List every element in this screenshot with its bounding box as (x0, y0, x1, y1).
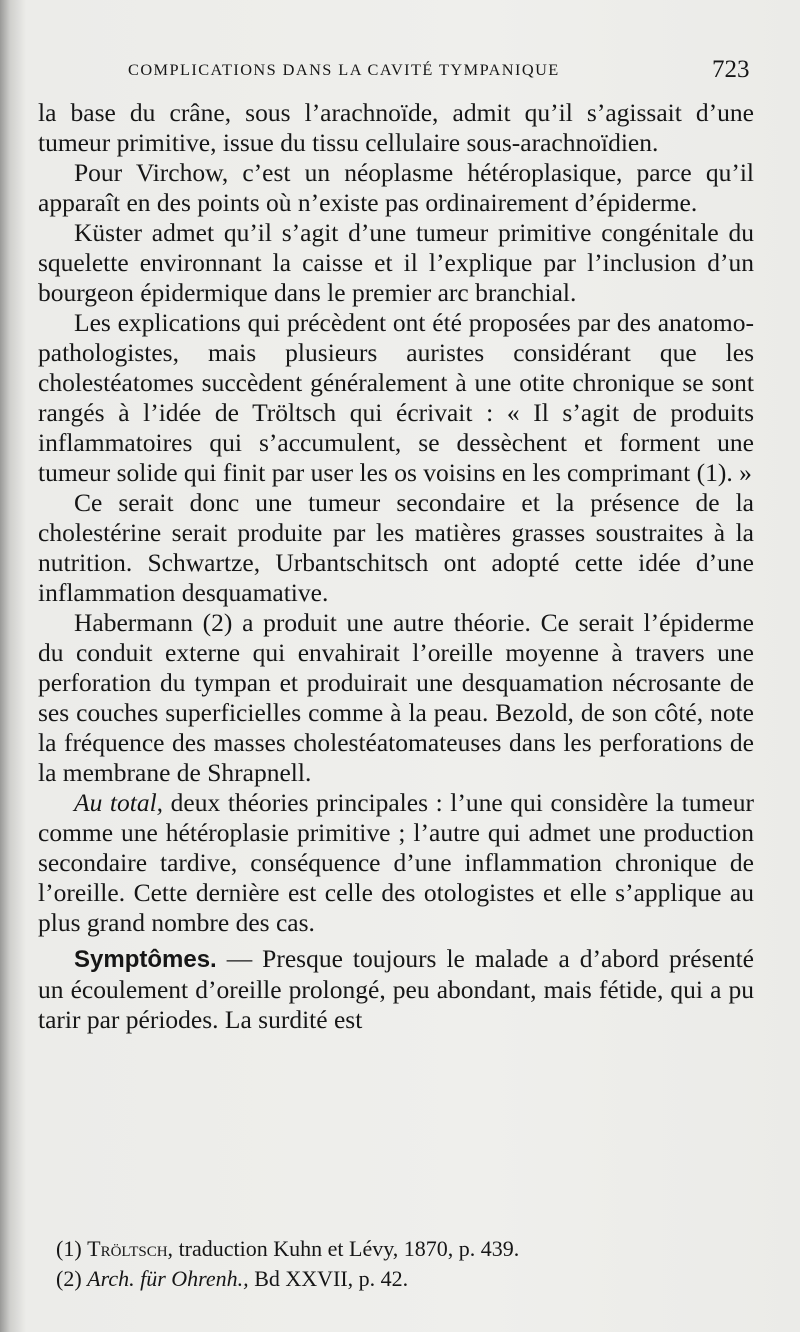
conclusion-text: deux théories principales : l’une qui considère la tumeur comme une hétéroplasie primitive ; l’autre qui admet une production secondaire tardive, conséquence d’une inflammation chronique de l’oreille. Cette dernière est celle des otologistes et elle s’applique au plus grand nombre des cas. (38, 788, 754, 937)
footnote-author: Tröltsch, (87, 1236, 174, 1261)
footnote-text: Bd XXVII, p. 42. (248, 1266, 409, 1291)
footnote-mark: (2) (56, 1266, 82, 1291)
symptoms-text: — Presque toujours le malade a d’abord présenté un écoulement d’oreille prolongé, peu abondant, mais fétide, qui a pu tarir par périodes. La surdité est (38, 944, 754, 1034)
conclusion-paragraph (38, 788, 754, 938)
footnote-source: Arch. für Ohrenh., (87, 1266, 249, 1291)
conclusion-lead: Au total, (74, 788, 164, 817)
footnote-1 (56, 1234, 756, 1264)
footnote-2 (56, 1264, 756, 1294)
body-text (38, 98, 754, 1035)
paragraph: Pour Virchow, c’est un néoplasme hétéroplasique, parce qu’il apparaît en des points où n’existe pas ordinairement d’épiderme. (38, 158, 754, 217)
footnotes (56, 1234, 756, 1294)
section-heading: Symptômes. (74, 946, 217, 973)
footnote-text: traduction Kuhn et Lévy, 1870, p. 439. (173, 1236, 520, 1261)
symptoms-paragraph (38, 944, 754, 1035)
paragraph: Ce serait donc une tumeur secondaire et la présence de la cholestérine serait produite par les matières grasses soustraites à la nutrition. Schwartze, Urbantschitsch ont adopté cette idée d’une inflammation desquamative. (38, 488, 754, 607)
paragraph: Küster admet qu’il s’agit d’une tumeur primitive congénitale du squelette environnant la caisse et il l’explique par l’inclusion d’un bourgeon épidermique dans le premier arc branchial. (38, 218, 754, 307)
page-header (0, 56, 800, 92)
footnote-mark: (1) (56, 1236, 82, 1261)
paragraph: la base du crâne, sous l’arachnoïde, admit qu’il s’agissait d’une tumeur primitive, issue du tissu cellulaire sous-arachnoïdien. (38, 98, 754, 157)
page-number: 723 (712, 56, 750, 83)
paragraph: Les explications qui précèdent ont été proposées par des anatomo-pathologistes, mais plusieurs auristes considérant que les cholestéatomes succèdent généralement à une otite chronique se sont rangés à l’idée de Tröltsch qui écrivait : « Il s’agit de produits inflammatoires qui s’accumulent, se dessèchent et forment une tumeur solide qui finit par user les os voisins en les comprimant (1). » (38, 308, 754, 487)
running-title: COMPLICATIONS DANS LA CAVITÉ TYMPANIQUE (128, 62, 560, 79)
paragraph: Habermann (2) a produit une autre théorie. Ce serait l’épiderme du conduit externe qui envahirait l’oreille moyenne à travers une perforation du tympan et produirait une desquamation nécrosante de ses couches superficielles comme à la peau. Bezold, de son côté, note la fréquence des masses cholestéatomateuses dans les perforations de la membrane de Shrapnell. (38, 608, 754, 787)
